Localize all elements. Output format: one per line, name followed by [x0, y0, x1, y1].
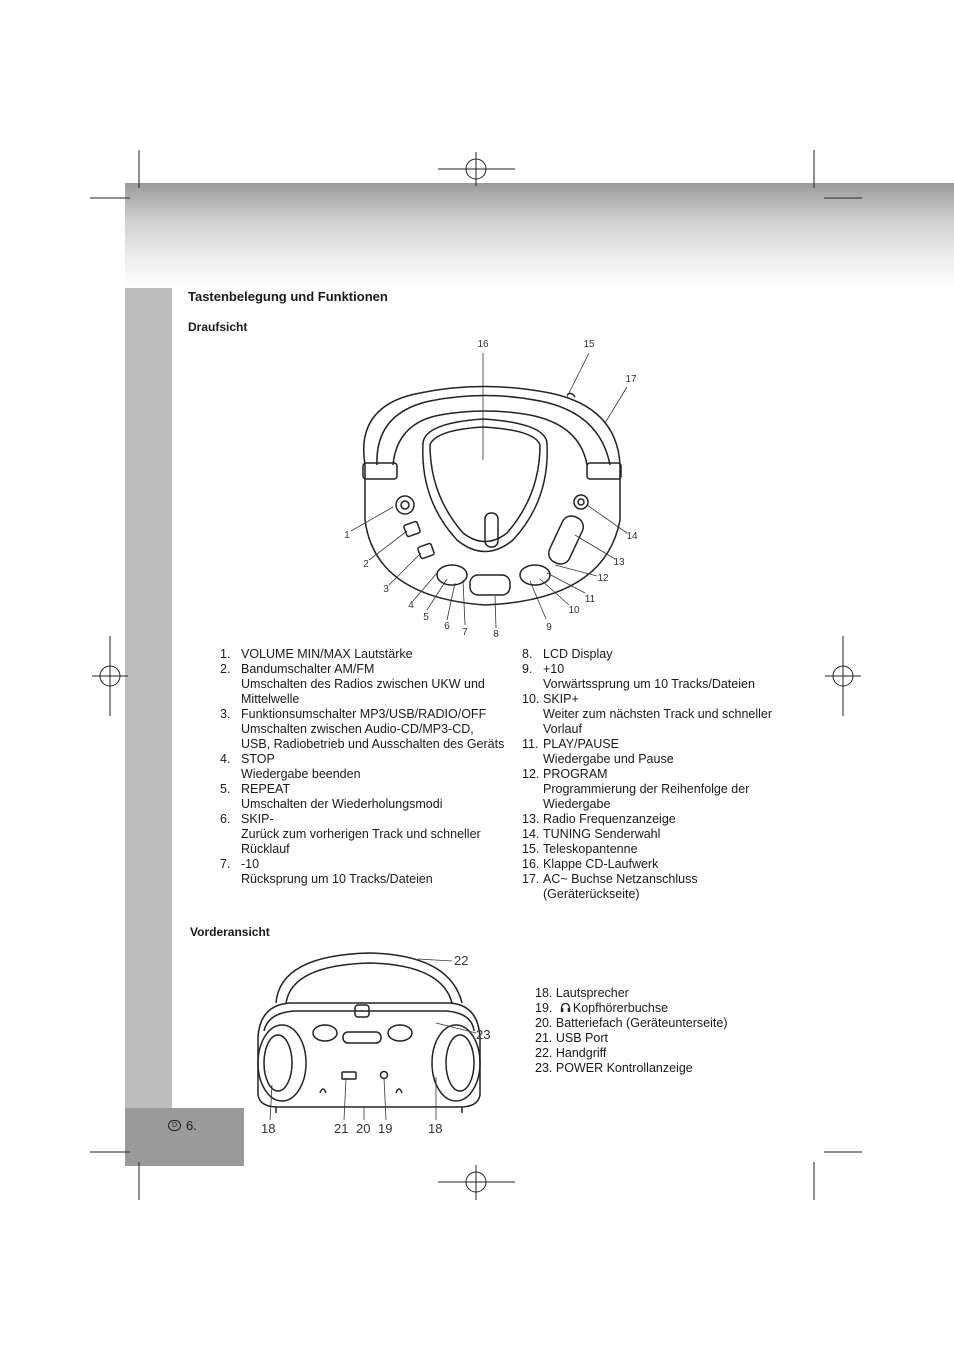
callout-3: 3 [383, 584, 389, 595]
callout-22: 22 [454, 953, 469, 968]
list-item: 19. Kopfhörerbuchse [535, 1001, 669, 1015]
callout-9: 9 [546, 622, 552, 633]
callout-8: 8 [493, 629, 499, 640]
list-item: 20. Batteriefach (Geräteunterseite) [535, 1016, 728, 1030]
callout-17: 17 [625, 374, 637, 385]
list-item: 17. AC~ Buchse Netzanschluss (Geräterückseite) [522, 872, 698, 901]
callout-16: 16 [477, 339, 489, 350]
callout-4: 4 [408, 600, 414, 611]
top-view-list-left [220, 647, 505, 887]
callout-23: 23 [476, 1027, 490, 1042]
list-item: 9. +10 Vorwärtssprung um 10 Tracks/Dateien [522, 662, 755, 691]
list-item: 1. VOLUME MIN/MAX Lautstärke [220, 647, 413, 661]
list-item: 6. SKIP- Zurück zum vorherigen Track und schneller Rücklauf [220, 812, 481, 856]
headphones-icon [560, 1002, 571, 1013]
callout-10: 10 [568, 605, 580, 616]
callout-18-left: 18 [261, 1121, 276, 1136]
callout-14: 14 [626, 531, 638, 542]
list-item: 7. -10 Rücksprung um 10 Tracks/Dateien [220, 857, 433, 886]
list-item: 13. Radio Frequenzanzeige [522, 812, 676, 826]
list-item: 14. TUNING Senderwahl [522, 827, 661, 841]
list-item: 23. POWER Kontrollanzeige [535, 1061, 693, 1075]
callout-11: 11 [584, 594, 596, 605]
callout-13: 13 [613, 557, 625, 568]
callout-2: 2 [363, 559, 369, 570]
front-view-illustration [250, 945, 490, 1140]
list-item: 4. STOP Wiedergabe beenden [220, 752, 361, 781]
list-item: 15. Teleskopantenne [522, 842, 638, 856]
section-title: Tastenbelegung und Funktionen [188, 289, 388, 304]
list-item: 8. LCD Display [522, 647, 613, 661]
list-item: 16. Klappe CD-Laufwerk [522, 857, 659, 871]
list-item: 22. Handgriff [535, 1046, 607, 1060]
list-item: 11. PLAY/PAUSE Wiedergabe und Pause [522, 737, 674, 766]
callout-1: 1 [344, 530, 350, 541]
callout-5: 5 [423, 612, 429, 623]
language-badge: D [168, 1120, 181, 1131]
top-view-illustration [335, 335, 655, 645]
front-view-list [535, 986, 775, 1076]
list-item: 18. Lautsprecher [535, 986, 629, 1000]
callout-15: 15 [583, 339, 595, 350]
list-item: 3. Funktionsumschalter MP3/USB/RADIO/OFF Umschalten zwischen Audio-CD/MP3-CD, USB, Radiobetrieb und Ausschalten des Geräts [220, 707, 505, 751]
front-view-heading: Vorderansicht [190, 925, 270, 939]
top-view-list-right [522, 647, 792, 902]
callout-18-right: 18 [428, 1121, 443, 1136]
list-item: 12. PROGRAM Programmierung der Reihenfolge der Wiedergabe [522, 767, 750, 811]
page-number-text: 6. [186, 1118, 197, 1133]
list-item: 10. SKIP+ Weiter zum nächsten Track und schneller Vorlauf [522, 692, 773, 736]
list-item: 5. REPEAT Umschalten der Wiederholungsmodi [220, 782, 443, 811]
callout-21: 21 [334, 1121, 349, 1136]
callout-20: 20 [356, 1121, 371, 1136]
callout-7: 7 [462, 627, 468, 638]
list-item: 2. Bandumschalter AM/FM Umschalten des Radios zwischen UKW und Mittelwelle [220, 662, 485, 706]
callout-19: 19 [378, 1121, 393, 1136]
top-view-heading: Draufsicht [188, 320, 248, 334]
callout-12: 12 [597, 573, 609, 584]
list-item: 21. USB Port [535, 1031, 608, 1045]
callout-6: 6 [444, 621, 450, 632]
